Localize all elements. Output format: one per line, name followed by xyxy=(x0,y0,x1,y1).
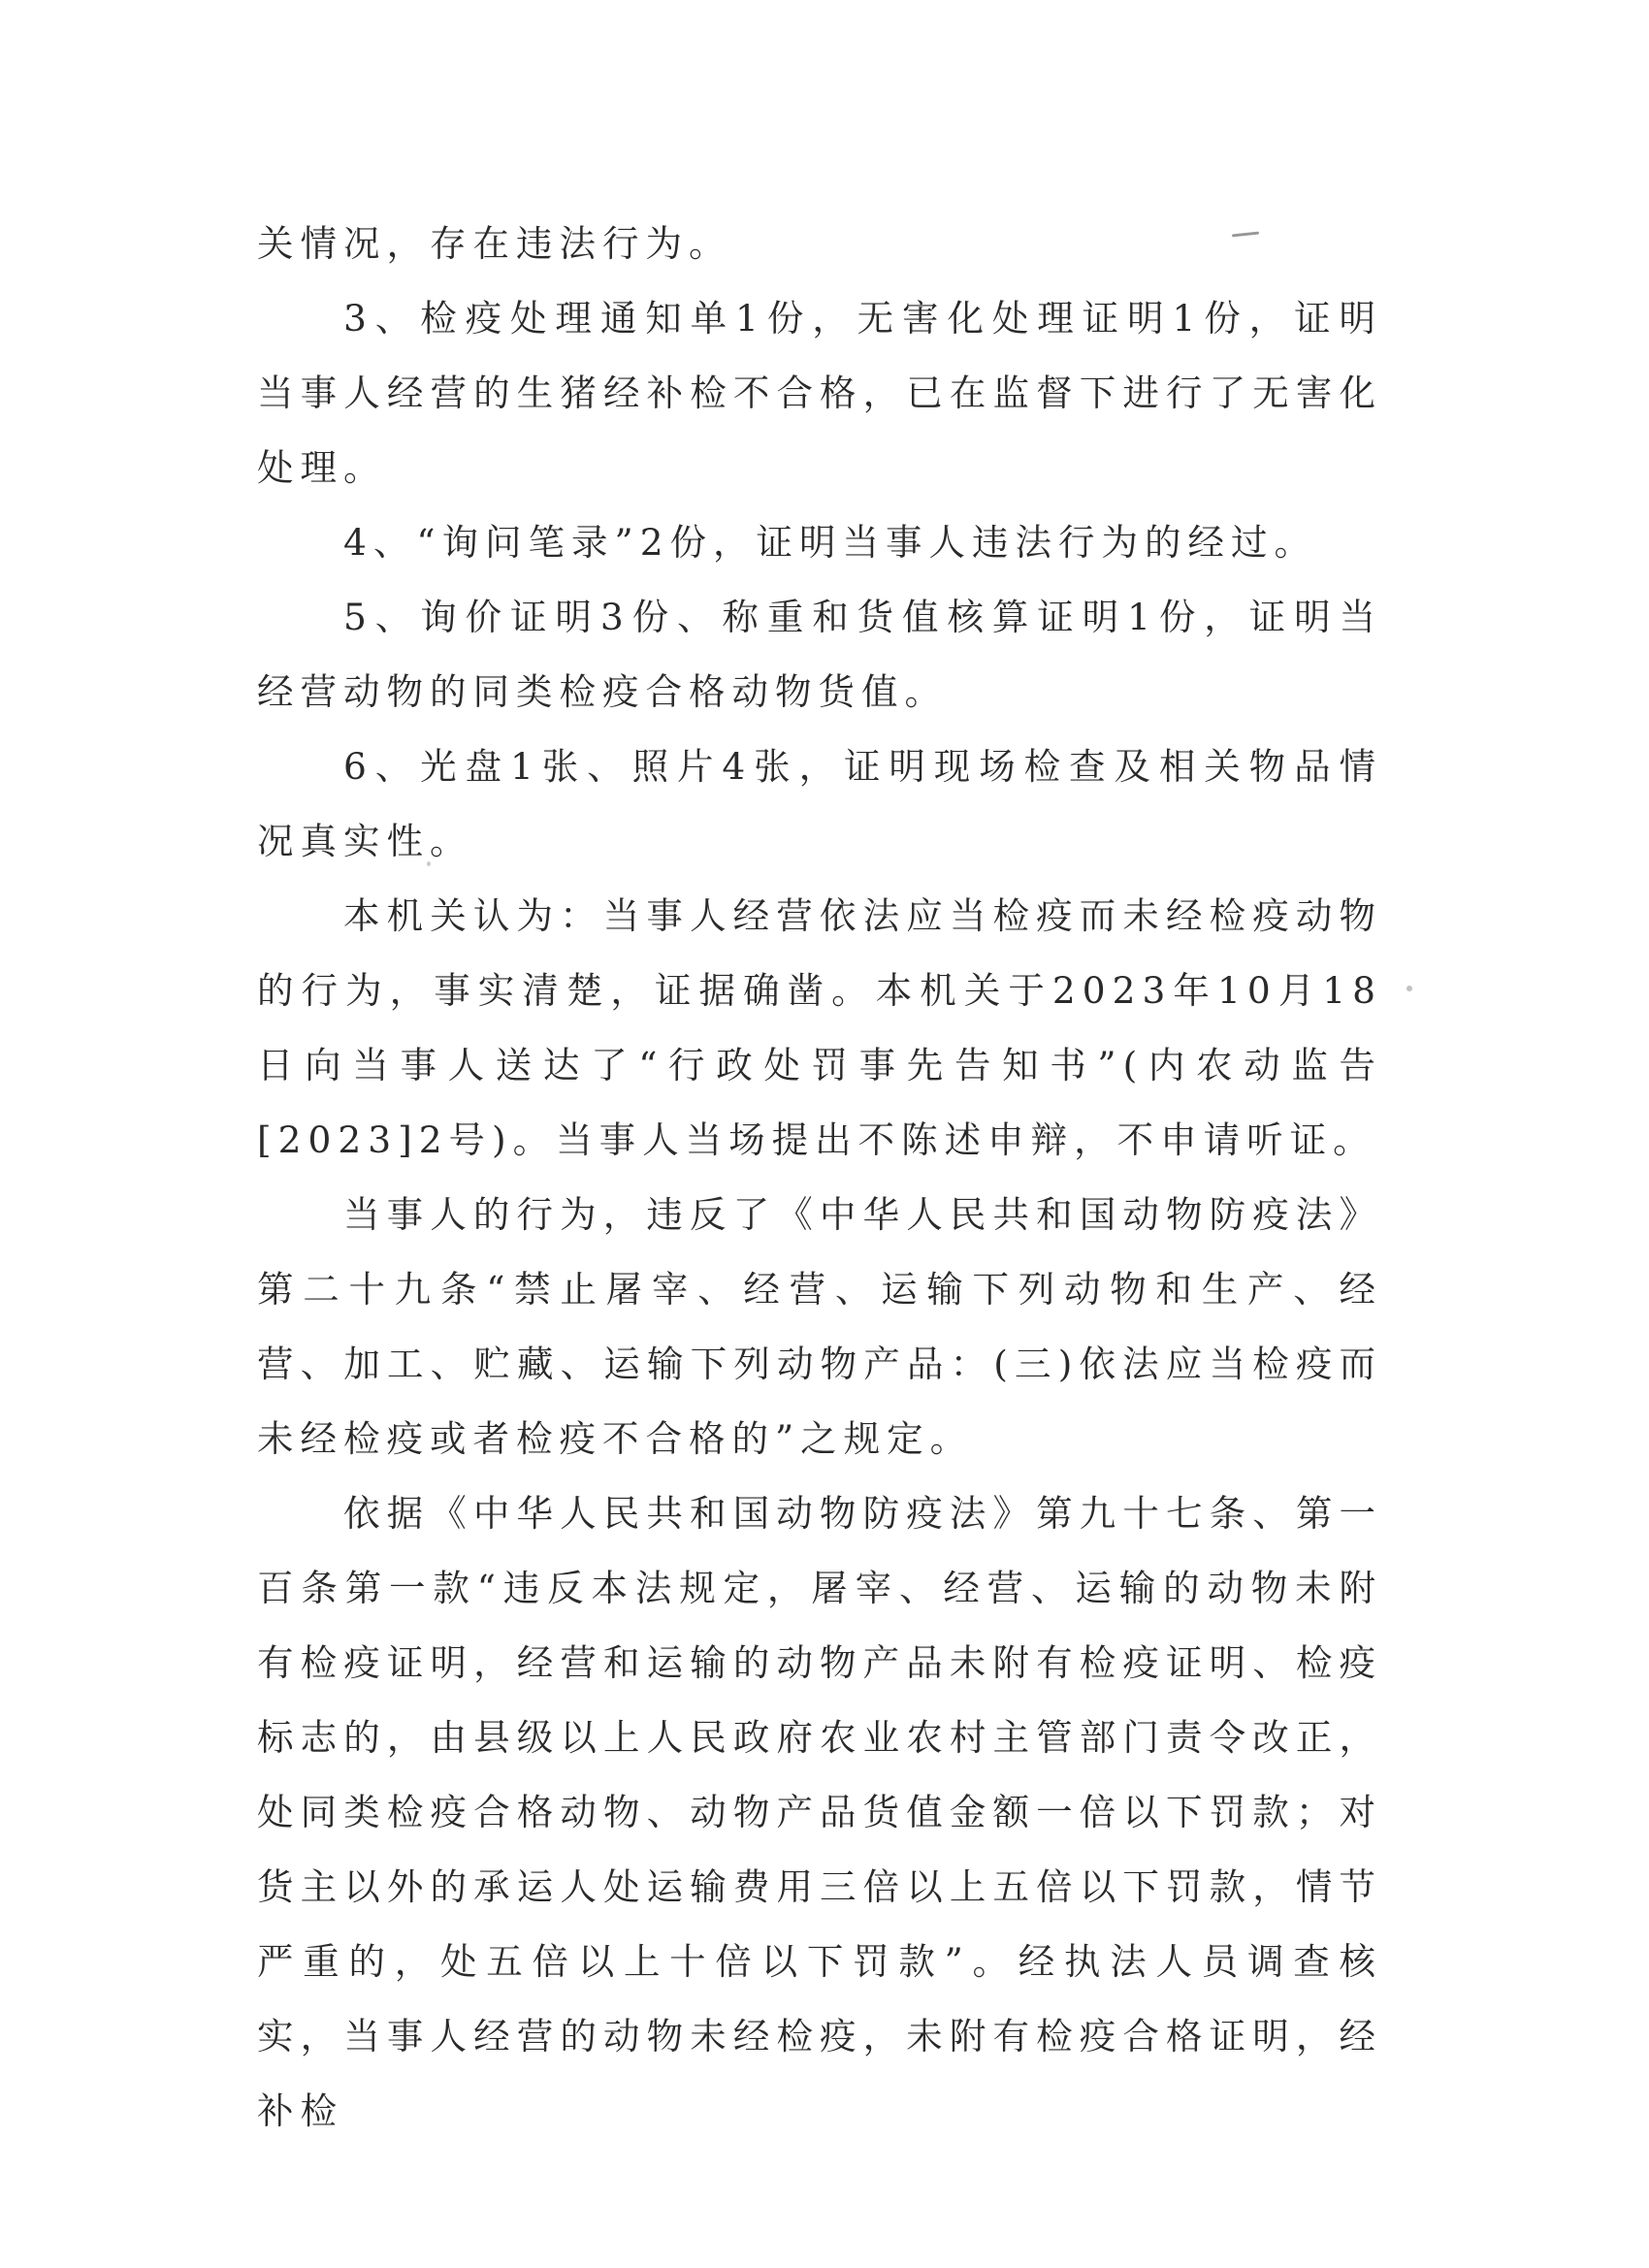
evidence-item-6: 6、光盘1张、照片4张，证明现场检查及相关物品情况真实性。 xyxy=(257,745,1382,862)
agency-finding-paragraph: 本机关认为：当事人经营依法应当检疫而未经检疫动物的行为，事实清楚，证据确凿。本机关于2023年10月18日向当事人送达了“行政处罚事先告知书”(内农动监告[2023]2号)。当事人当场提出不陈述申辩，不申请听证。 xyxy=(257,894,1382,1161)
scan-speck xyxy=(1406,986,1412,991)
paragraph-continuation: 关情况，存在违法行为。 xyxy=(257,222,732,265)
document-body xyxy=(257,207,1382,2149)
evidence-item-4: 4、“询问笔录”2份，证明当事人违法行为的经过。 xyxy=(343,521,1318,564)
violation-paragraph: 当事人的行为，违反了《中华人民共和国动物防疫法》第二十九条“禁止屠宰、经营、运输下列动物和生产、经营、加工、贮藏、运输下列动物产品：(三)依法应当检疫而未经检疫或者检疫不合格的”之规定。 xyxy=(257,1193,1382,1460)
legal-basis-paragraph: 依据《中华人民共和国动物防疫法》第九十七条、第一百条第一款“违反本法规定，屠宰、经营、运输的动物未附有检疫证明，经营和运输的动物产品未附有检疫证明、检疫标志的，由县级以上人民政府农业农村主管部门责令改正，处同类检疫合格动物、动物产品货值金额一倍以下罚款；对货主以外的承运人处运输费用三倍以上五倍以下罚款，情节严重的，处五倍以上十倍以下罚款”。经执法人员调查核实，当事人经营的动物未经检疫，未附有检疫合格证明，经补检 xyxy=(257,1492,1382,2132)
evidence-item-3: 3、检疫处理通知单1份，无害化处理证明1份，证明当事人经营的生猪经补检不合格，已在监督下进行了无害化处理。 xyxy=(257,297,1382,489)
evidence-item-5: 5、询价证明3份、称重和货值核算证明1份，证明当经营动物的同类检疫合格动物货值。 xyxy=(257,596,1382,713)
